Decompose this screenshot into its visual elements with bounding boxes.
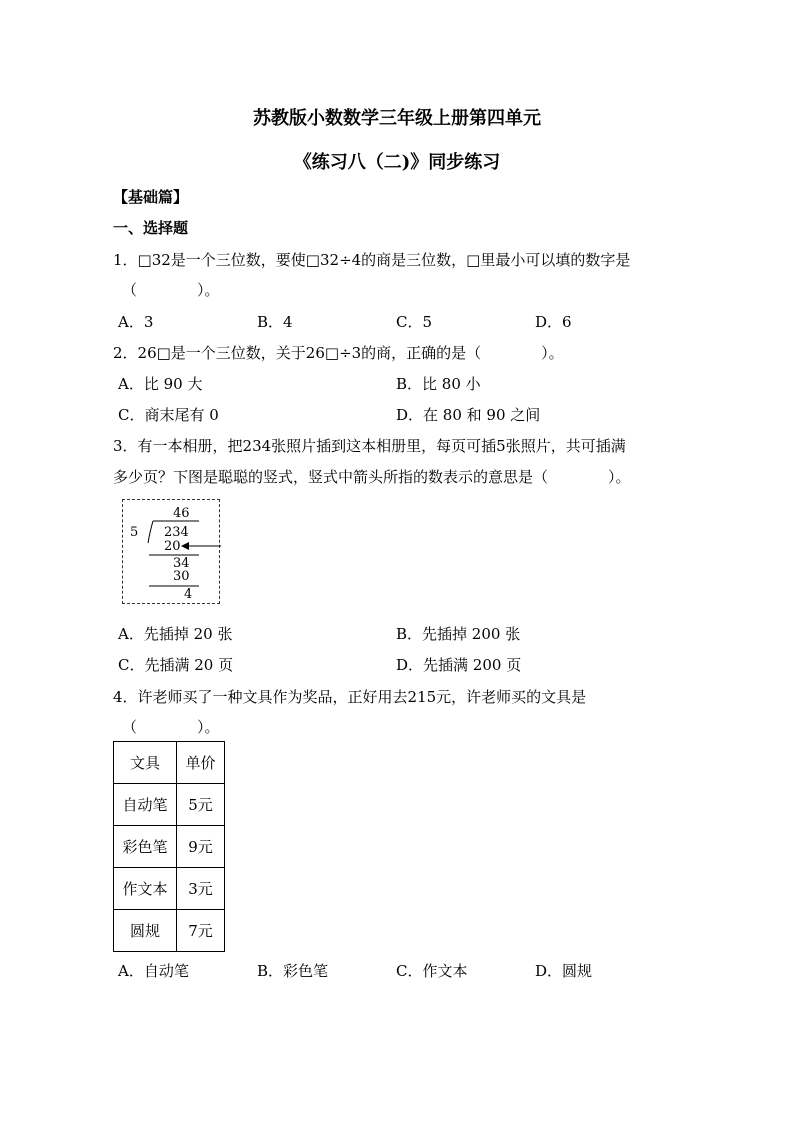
section-label: 【基础篇】 <box>113 188 189 206</box>
page-title: 苏教版小数数学三年级上册第四单元 <box>253 108 541 129</box>
table-row <box>114 826 225 868</box>
question-3-text: 3．有一本相册，把234张照片插到这本相册里，每页可插5张照片，共可插满 <box>113 437 626 455</box>
part-heading: 一、选择题 <box>113 219 189 237</box>
long-division-svg <box>123 500 221 605</box>
table-row <box>114 868 225 910</box>
q3-option-a[interactable]: A．先插掉 20 张 <box>118 625 233 643</box>
final-remainder: 4 <box>184 587 193 602</box>
dividend: 234 <box>164 525 189 540</box>
table-cell-item: 自动笔 <box>114 784 177 826</box>
table-cell-item: 彩色笔 <box>114 826 177 868</box>
question-4-text: 4．许老师买了一种文具作为奖品，正好用去215元，许老师买的文具是 <box>113 688 587 706</box>
q4-option-a[interactable]: A．自动笔 <box>118 962 189 980</box>
table-header: 单价 <box>177 742 225 784</box>
table-header: 文具 <box>114 742 177 784</box>
long-division-figure <box>122 499 220 604</box>
q1-option-b[interactable]: B．4 <box>257 313 293 331</box>
q1-option-d[interactable]: D．6 <box>535 313 572 331</box>
table-row <box>114 784 225 826</box>
question-4-blank: （ ）。 <box>122 718 220 736</box>
page-subtitle: 《练习八（二)》同步练习 <box>293 152 501 173</box>
q1-option-a[interactable]: A．3 <box>118 313 154 331</box>
q2-option-b[interactable]: B．比 80 小 <box>396 375 481 393</box>
quotient: 46 <box>173 506 190 521</box>
q2-option-c[interactable]: C．商末尾有 0 <box>118 406 219 424</box>
question-1-text: 1．□32是一个三位数，要使□32÷4的商是三位数，□里最小可以填的数字是 <box>113 251 631 269</box>
table-cell-price: 5元 <box>177 784 225 826</box>
table-row <box>114 910 225 952</box>
price-table <box>113 741 225 952</box>
table-header-row <box>114 742 225 784</box>
step-product-1: 20 <box>164 539 181 554</box>
table-cell-price: 9元 <box>177 826 225 868</box>
q4-option-c[interactable]: C．作文本 <box>396 962 468 980</box>
divisor: 5 <box>130 525 139 540</box>
question-1-blank: （ ）。 <box>122 281 220 299</box>
question-2-text: 2．26□是一个三位数，关于26□÷3的商，正确的是（ ）。 <box>113 344 564 362</box>
arrow-head-icon <box>181 542 189 550</box>
question-3-text-cont: 多少页？下图是聪聪的竖式，竖式中箭头所指的数表示的意思是（ ）。 <box>113 468 631 486</box>
step-product-2: 30 <box>173 569 190 584</box>
q3-option-b[interactable]: B．先插掉 200 张 <box>396 625 521 643</box>
q2-option-d[interactable]: D．在 80 和 90 之间 <box>396 406 541 424</box>
q4-option-d[interactable]: D．圆规 <box>535 962 593 980</box>
q1-option-c[interactable]: C．5 <box>396 313 433 331</box>
table-cell-item: 作文本 <box>114 868 177 910</box>
table-cell-price: 3元 <box>177 868 225 910</box>
q3-option-c[interactable]: C．先插满 20 页 <box>118 656 234 674</box>
step-remainder-1: 34 <box>173 556 190 571</box>
table-cell-price: 7元 <box>177 910 225 952</box>
q4-option-b[interactable]: B．彩色笔 <box>257 962 329 980</box>
table-cell-item: 圆规 <box>114 910 177 952</box>
q2-option-a[interactable]: A．比 90 大 <box>118 375 203 393</box>
q3-option-d[interactable]: D．先插满 200 页 <box>396 656 522 674</box>
division-bracket <box>148 521 153 543</box>
